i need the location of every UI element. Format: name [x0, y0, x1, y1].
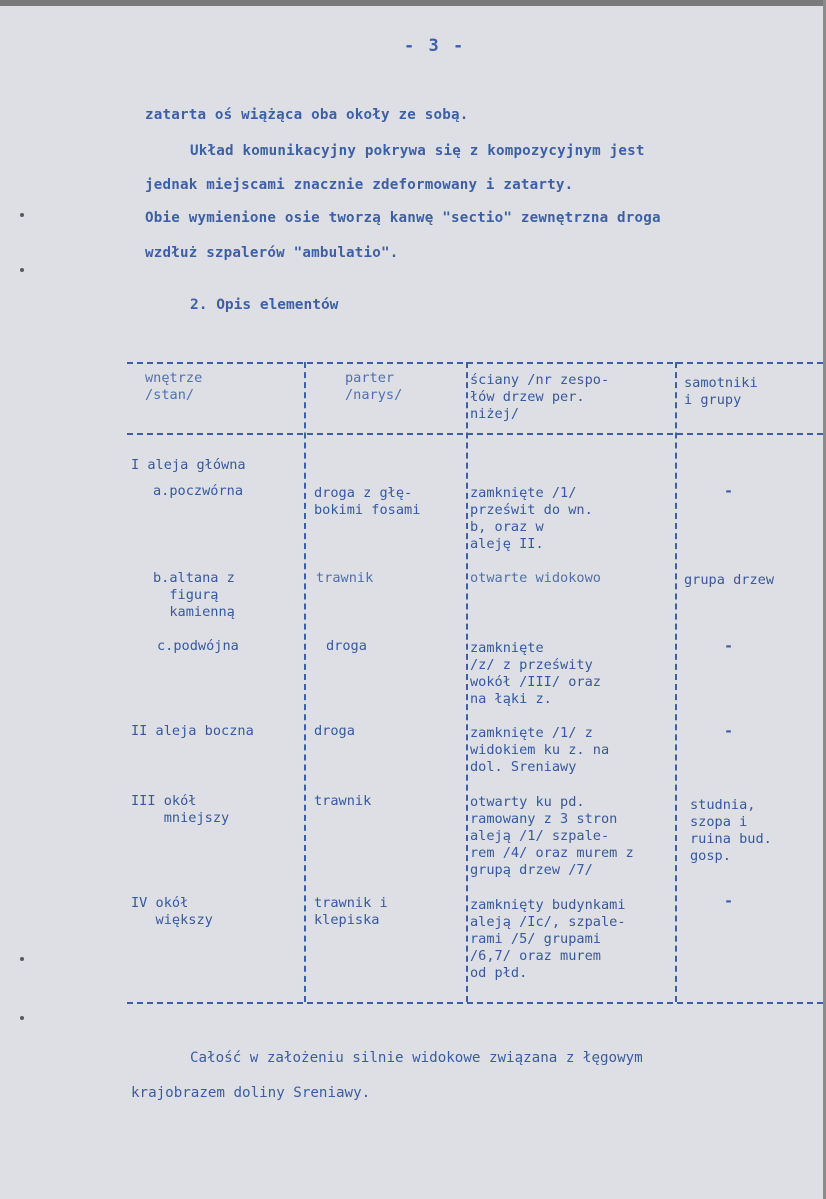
binding-hole-mark — [20, 268, 24, 272]
table-header-walls: ściany /nr zespo- łów drzew per. niżej/ — [470, 372, 610, 422]
table-rule-top — [127, 362, 823, 364]
table-row-4-interior: II aleja boczna — [131, 723, 254, 739]
table-rule-bottom — [127, 1002, 823, 1004]
table-group-label: I aleja główna — [131, 457, 246, 473]
table-row-1-interior: a.poczwórna — [153, 483, 244, 499]
table-row-3-interior: c.podwójna — [157, 638, 239, 654]
intro-line-2: Układ komunikacyjny pokrywa się z kompozycyjnym jest — [190, 143, 645, 159]
table-row-2-walls: otwarte widokowo — [470, 570, 601, 586]
table-row-3-walls: zamknięte /z/ z prześwity wokół /III/ oraz na łąki z. — [470, 640, 601, 707]
table-row-1-walls: zamknięte /1/ prześwit do wn. b, oraz w aleję II. — [470, 485, 593, 552]
table-row-3-solitaires: - — [724, 637, 734, 655]
table-row-5-parterre: trawnik — [314, 793, 372, 809]
table-column-divider-3 — [675, 362, 677, 1002]
table-column-divider-2 — [466, 362, 468, 1002]
table-row-6-interior: IV okół większy — [131, 895, 213, 928]
intro-line-1: zatarta oś wiążąca oba okoły ze sobą. — [145, 107, 469, 123]
table-header-interior: wnętrze /stan/ — [145, 370, 203, 403]
table-row-2-solitaires: grupa drzew — [684, 572, 775, 588]
table-header-solitaires: samotniki i grupy — [684, 375, 758, 408]
table-row-5-solitaires: studnia, szopa i ruina bud. gosp. — [690, 797, 772, 864]
table-row-1-parterre: droga z głę- bokimi fosami — [314, 485, 421, 518]
table-row-3-parterre: droga — [326, 638, 367, 654]
closing-line-1: Całość w założeniu silnie widokowe związana z łęgowym — [190, 1050, 643, 1066]
table-row-2-interior: b.altana z figurą kamienną — [153, 570, 235, 620]
table-header-parterre: parter /narys/ — [345, 370, 403, 403]
binding-hole-mark — [20, 957, 24, 961]
intro-line-3: jednak miejscami znacznie zdeformowany i zatarty. — [145, 177, 574, 193]
table-rule-header — [127, 433, 823, 435]
table-row-4-walls: zamknięte /1/ z widokiem ku z. na dol. Sreniawy — [470, 725, 610, 775]
table-row-5-walls: otwarty ku pd. ramowany z 3 stron aleją /1/ szpale- rem /4/ oraz murem z grupą drzew /7/ — [470, 794, 634, 878]
section-heading: 2. Opis elementów — [190, 297, 339, 313]
table-row-2-parterre: trawnik — [316, 570, 374, 586]
page-number: - 3 - — [404, 36, 466, 56]
binding-hole-mark — [20, 1016, 24, 1020]
table-row-6-walls: zamknięty budynkami aleją /Ic/, szpale- rami /5/ grupami /6,7/ oraz murem od płd. — [470, 897, 626, 981]
table-row-6-solitaires: - — [724, 892, 734, 910]
table-row-4-parterre: droga — [314, 723, 355, 739]
table-row-1-solitaires: - — [724, 482, 734, 500]
intro-line-5: wzdłuż szpalerów "ambulatio". — [145, 245, 399, 261]
intro-line-4: Obie wymienione osie tworzą kanwę "sectio" zewnętrzna droga — [145, 210, 661, 226]
binding-hole-mark — [20, 213, 24, 217]
table-row-4-solitaires: - — [724, 722, 734, 740]
table-row-5-interior: III okół mniejszy — [131, 793, 230, 826]
closing-line-2: krajobrazem doliny Sreniawy. — [131, 1085, 371, 1101]
table-row-6-parterre: trawnik i klepiska — [314, 895, 388, 928]
scan-frame-top — [0, 0, 826, 6]
table-column-divider-1 — [304, 362, 306, 1002]
